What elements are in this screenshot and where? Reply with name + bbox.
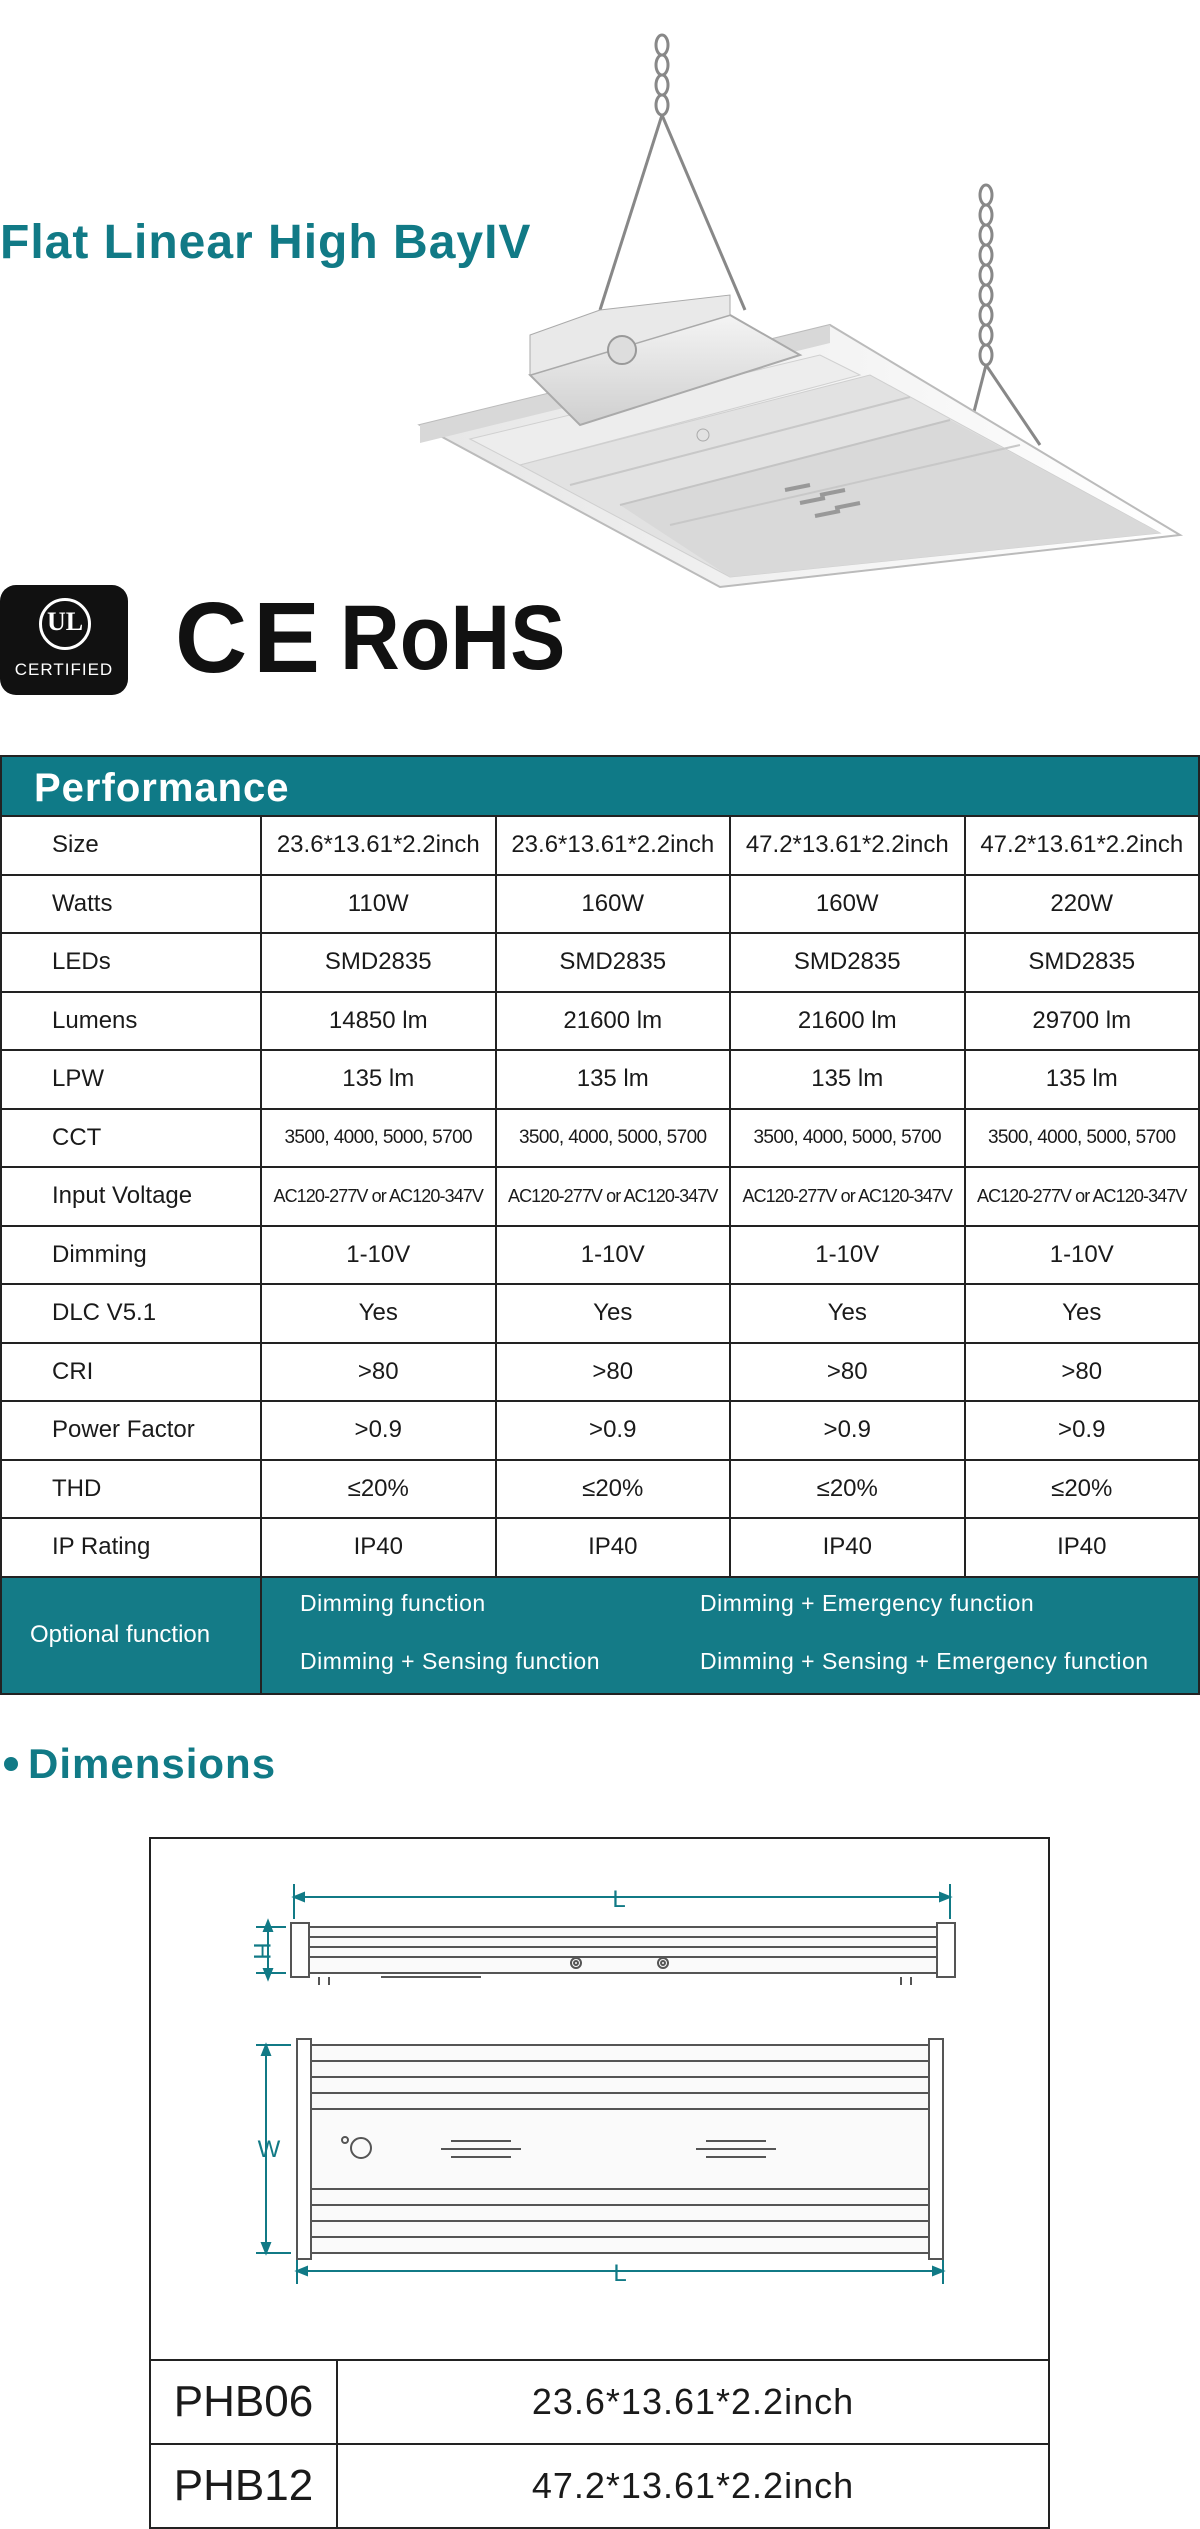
table-row	[150, 2444, 1049, 2528]
side-view	[291, 1923, 955, 1985]
performance-section	[0, 755, 1200, 1695]
dimension-drawing	[151, 1839, 1048, 2359]
width-label: W	[257, 2136, 281, 2163]
table-row	[1, 816, 1199, 875]
spec-value: ≤20%	[730, 1460, 965, 1519]
spec-value: >80	[730, 1343, 965, 1402]
spec-value: 14850 lm	[261, 992, 496, 1051]
bullet-icon	[4, 1757, 18, 1771]
ul-certified-logo	[0, 585, 128, 695]
spec-value: 110W	[261, 875, 496, 934]
ce-logo: CE	[175, 582, 326, 694]
performance-heading: Performance	[0, 755, 1200, 815]
optional-item: Dimming + Sensing function	[300, 1647, 601, 1674]
hanging-chain-left	[600, 35, 745, 310]
spec-value: >0.9	[496, 1401, 731, 1460]
table-row	[1, 875, 1199, 934]
spec-label: THD	[1, 1460, 261, 1519]
product-image	[400, 25, 1200, 605]
spec-value: 220W	[965, 875, 1200, 934]
spec-value: 3500, 4000, 5000, 5700	[965, 1109, 1200, 1168]
spec-label: Power Factor	[1, 1401, 261, 1460]
table-row	[150, 2360, 1049, 2444]
spec-value: AC120-277V or AC120-347V	[261, 1167, 496, 1226]
spec-value: Yes	[261, 1284, 496, 1343]
spec-value: 135 lm	[730, 1050, 965, 1109]
model-name: PHB06	[150, 2360, 337, 2444]
spec-label: CCT	[1, 1109, 261, 1168]
length-label: L	[612, 1886, 626, 1913]
spec-value: IP40	[261, 1518, 496, 1577]
spec-value: 29700 lm	[965, 992, 1200, 1051]
spec-value: AC120-277V or AC120-347V	[965, 1167, 1200, 1226]
hanging-chain-right	[968, 185, 1040, 445]
optional-function-label: Optional function	[1, 1577, 261, 1694]
spec-label: Dimming	[1, 1226, 261, 1285]
spec-value: 3500, 4000, 5000, 5700	[261, 1109, 496, 1168]
spec-value: ≤20%	[261, 1460, 496, 1519]
dimensions-heading-text: Dimensions	[28, 1740, 277, 1787]
spec-value: AC120-277V or AC120-347V	[730, 1167, 965, 1226]
spec-label: Lumens	[1, 992, 261, 1051]
spec-value: 1-10V	[261, 1226, 496, 1285]
spec-value: IP40	[965, 1518, 1200, 1577]
spec-value: 3500, 4000, 5000, 5700	[730, 1109, 965, 1168]
model-size: 47.2*13.61*2.2inch	[337, 2444, 1049, 2528]
dimension-drawing-box	[149, 1837, 1050, 2527]
optional-item: Dimming + Sensing + Emergency function	[700, 1647, 1149, 1674]
spec-value: 1-10V	[965, 1226, 1200, 1285]
spec-value: 135 lm	[496, 1050, 731, 1109]
spec-value: 1-10V	[730, 1226, 965, 1285]
spec-value: Yes	[730, 1284, 965, 1343]
table-row	[1, 933, 1199, 992]
spec-value: 135 lm	[261, 1050, 496, 1109]
spec-value: 47.2*13.61*2.2inch	[730, 816, 965, 875]
spec-value: 160W	[496, 875, 731, 934]
table-row	[1, 1050, 1199, 1109]
spec-value: 21600 lm	[730, 992, 965, 1051]
spec-value: >0.9	[965, 1401, 1200, 1460]
ul-certified-label: CERTIFIED	[14, 660, 114, 679]
spec-value: 3500, 4000, 5000, 5700	[496, 1109, 731, 1168]
dimensions-heading	[0, 1740, 276, 1788]
height-label: H	[248, 1942, 275, 1960]
rohs-logo: RoHS	[340, 587, 566, 689]
table-row	[1, 1460, 1199, 1519]
spec-label: Size	[1, 816, 261, 875]
spec-value: >80	[965, 1343, 1200, 1402]
spec-value: IP40	[730, 1518, 965, 1577]
spec-value: >0.9	[730, 1401, 965, 1460]
spec-value: 135 lm	[965, 1050, 1200, 1109]
spec-label: DLC V5.1	[1, 1284, 261, 1343]
table-row	[1, 1284, 1199, 1343]
spec-value: SMD2835	[965, 933, 1200, 992]
model-name: PHB12	[150, 2444, 337, 2528]
spec-value: Yes	[965, 1284, 1200, 1343]
spec-value: 1-10V	[496, 1226, 731, 1285]
optional-item: Dimming function	[300, 1589, 486, 1616]
spec-value: 160W	[730, 875, 965, 934]
model-table	[149, 2359, 1050, 2529]
spec-value: >80	[261, 1343, 496, 1402]
spec-label: CRI	[1, 1343, 261, 1402]
spec-label: LEDs	[1, 933, 261, 992]
spec-value: SMD2835	[261, 933, 496, 992]
spec-label: Watts	[1, 875, 261, 934]
table-row	[1, 1109, 1199, 1168]
spec-label: LPW	[1, 1050, 261, 1109]
spec-label: Input Voltage	[1, 1167, 261, 1226]
page-title: Flat Linear High BayIV	[0, 216, 532, 269]
spec-value: 23.6*13.61*2.2inch	[261, 816, 496, 875]
spec-value: SMD2835	[730, 933, 965, 992]
spec-value: >0.9	[261, 1401, 496, 1460]
optional-item: Dimming + Emergency function	[700, 1589, 1035, 1616]
table-row	[1, 992, 1199, 1051]
model-size: 23.6*13.61*2.2inch	[337, 2360, 1049, 2444]
table-row	[1, 1518, 1199, 1577]
spec-value: AC120-277V or AC120-347V	[496, 1167, 731, 1226]
spec-label: IP Rating	[1, 1518, 261, 1577]
table-row	[1, 1343, 1199, 1402]
spec-value: Yes	[496, 1284, 731, 1343]
spec-value: >80	[496, 1343, 731, 1402]
table-row	[1, 1226, 1199, 1285]
spec-value: ≤20%	[965, 1460, 1200, 1519]
table-row	[1, 1167, 1199, 1226]
top-view	[297, 2039, 943, 2259]
optional-function-row	[1, 1577, 1199, 1694]
table-row	[1, 1401, 1199, 1460]
spec-value: 21600 lm	[496, 992, 731, 1051]
length-label-bottom: L	[613, 2260, 627, 2287]
ul-mark: UL	[46, 607, 84, 636]
spec-value: IP40	[496, 1518, 731, 1577]
spec-value: 47.2*13.61*2.2inch	[965, 816, 1200, 875]
spec-value: ≤20%	[496, 1460, 731, 1519]
performance-table	[0, 815, 1200, 1695]
spec-value: SMD2835	[496, 933, 731, 992]
spec-value: 23.6*13.61*2.2inch	[496, 816, 731, 875]
